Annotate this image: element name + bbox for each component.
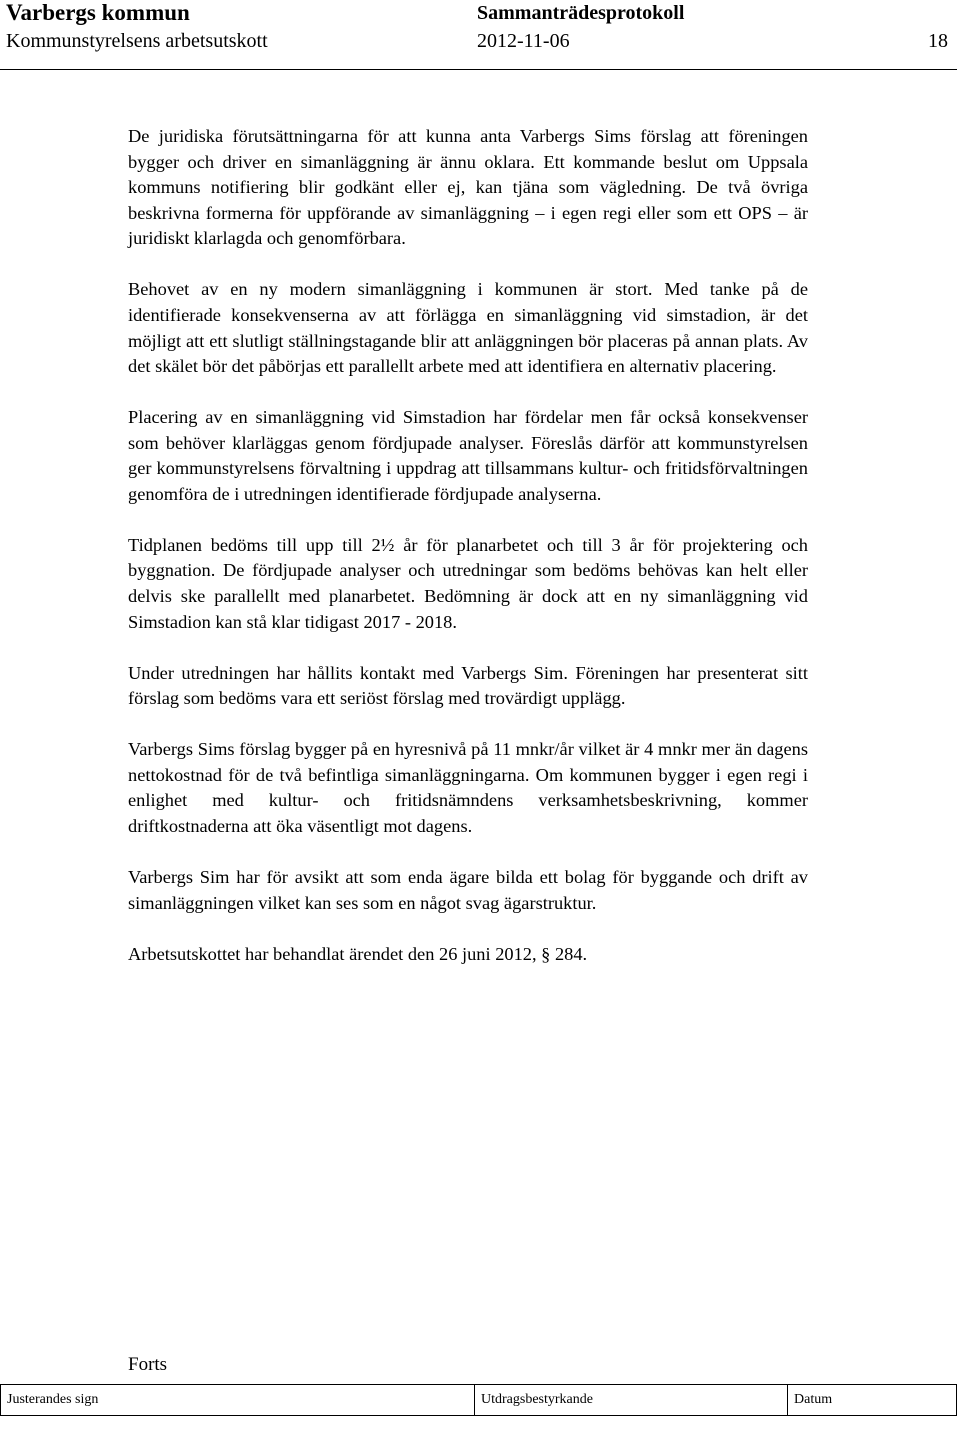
date-label: Datum [794,1392,833,1407]
paragraph: Arbetsutskottet har behandlat ärendet den 26 juni 2012, § 284. [128,943,588,964]
paragraph: Varbergs Sims förslag bygger på en hyresnivå på 11 mnkr/år vilket är 4 mnkr mer än dagens nettokostnad för de två befintliga simanläggningarna. Om kommunen bygger i egen regi i enlighet med kultur- och fritidsnämndens verksamhetsbeskrivning, kommer driftkostnaderna att öka väsentligt mot dagens. [128,739,808,837]
document-type: Sammanträdesprotokoll [477,2,685,24]
header-divider [0,69,957,70]
page-footer [0,1384,957,1416]
footer-date-cell [788,1385,956,1415]
certification-label: Utdragsbestyrkande [481,1392,593,1407]
footer-signature-cell [1,1385,475,1415]
signature-label: Justerandes sign [7,1392,99,1407]
paragraph: Behovet av en ny modern simanläggning i kommunen är stort. Med tanke på de identifierade konsekvenserna av att förlägga en simanläggning vid simstadion, är det möjligt att ett slutligt ställningstagande blir att anläggningen bör placeras på annan plats. Av det skälet bör det påbörjas ett parallellt arbete med att identifiera en alternativ placering. [128,279,808,377]
paragraph: Under utredningen har hållits kontakt med Varbergs Sim. Föreningen har presenterat sitt förslag som bedöms vara ett seriöst förslag med trovärdigt upplägg. [128,662,808,709]
document-body [128,124,808,993]
paragraph: Tidplanen bedöms till upp till 2½ år för planarbetet och till 3 år för projektering och byggnation. De fördjupade analyser och utredningar som bedöms behövas kan helt eller delvis ske parallellt med planarbetet. Bedömning är dock att en ny simanläggning vid Simstadion kan stå klar tidigast 2017 - 2018. [128,534,808,632]
municipality-name: Varbergs kommun [6,0,190,25]
page-number: 18 [928,30,948,52]
paragraph: De juridiska förutsättningarna för att kunna anta Varbergs Sims förslag att föreningen bygger och driver en simanläggning är ännu oklara. Ett kommande beslut om Uppsala kommuns notifiering blir godkänt eller ej, kan tjäna som vägledning. De två övriga beskrivna formerna för uppförande av simanläggning – i egen regi eller som ett OPS – är juridiskt klarlagda och genomförbara. [128,126,808,249]
paragraph: Varbergs Sim har för avsikt att som enda ägare bilda ett bolag för byggande och drift av simanläggningen vilket kan ses som en något svag ägarstruktur. [128,867,808,913]
continued-label: Forts [128,1354,168,1375]
meeting-date: 2012-11-06 [477,30,570,52]
paragraph: Placering av en simanläggning vid Simstadion har fördelar men får också konsekvenser som behöver klarläggas genom fördjupade analyser. Föreslås därför att kommunstyrelsen ger kommunstyrelsens förvaltning i uppdrag att tillsammans kultur- och fritidsförvaltningen genomföra de i utredningen identifierade fördjupade analyserna. [128,407,808,504]
committee-name: Kommunstyrelsens arbetsutskott [6,30,268,52]
footer-certification-cell [475,1385,788,1415]
